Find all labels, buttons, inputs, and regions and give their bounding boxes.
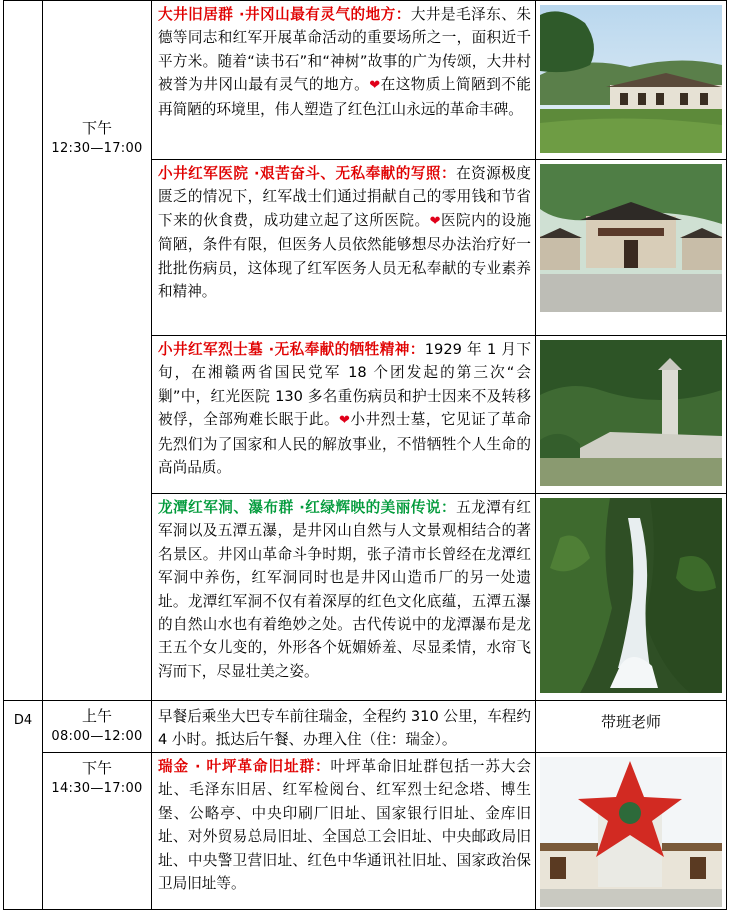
item-text: 五龙潭有红军洞以及五潭五瀑，是井冈山自然与人文景观相结合的著名景区。井冈山革命斗争时期，张子清市长曾经在龙潭红军洞中养伤，红军洞同时也是井冈山造币厂的另一处遗址。龙潭红军洞不仅有着深厚的红色文化底蕴，五潭五瀑的自然山水也有着绝妙之处。古代传说中的龙潭瀑布是龙王五个女儿变的，外形各个妩媚娇羞、尽显柔情，水帘飞泻而下，尽显壮美之姿。 (158, 499, 531, 680)
photo-longtan-waterfall (540, 498, 722, 693)
photo-yeping-red-star (540, 757, 722, 907)
time-label: 下午 (81, 119, 112, 137)
photo-xiaojing-hospital (540, 164, 722, 312)
item-title: 小井红军烈士墓 ·无私奉献的牺牲精神： (158, 341, 425, 358)
item-title: 龙潭红军洞、瀑布群 ·红绿辉映的美丽传说： (158, 499, 457, 516)
image-cell (536, 1, 727, 160)
item-text: 1929 年 1 月下旬，在湘赣两省国民党军 18 个团发起的第三次“会剿”中，红光医院 130 多名重伤病员和护士因来不及转移被俘，全部殉难长眠于此。 (158, 341, 531, 429)
time-label: 下午 (81, 759, 112, 777)
item-text: 在资源极度匮乏的情况下，红军战士们通过捐献自己的零用钱和节省下来的伙食费，成功建立起了这所医院。 (158, 165, 531, 229)
time-label: 上午 (81, 707, 112, 725)
item-title: 小井红军医院 ·艰苦奋斗、无私奉献的写照： (158, 165, 457, 182)
desc-cell (152, 160, 536, 336)
time-range: 14:30—17:00 (51, 781, 143, 796)
time-cell (43, 1, 152, 336)
item-text: 叶坪革命旧址群包括一苏大会址、毛泽东旧居、红军检阅台、红军烈士纪念塔、博生堡、公略亭、中央印刷厂旧址、国家银行旧址、金库旧址、对外贸易总局旧址、全国总工会旧址、中央邮政局旧址、中央警卫营旧址、红色中华通讯社旧址、国家政治保卫局旧址等。 (158, 758, 531, 893)
day-label: D4 (13, 713, 33, 728)
item-text: 小井烈士墓，它见证了革命先烈们为了国家和人民的解放事业，不惜牺牲个人生命的高尚品质。 (158, 411, 531, 477)
time-range: 12:30—17:00 (51, 141, 143, 156)
day-cell (4, 701, 43, 910)
item-title: 大井旧居群 ·井冈山最有灵气的地方： (158, 6, 411, 23)
image-cell (536, 336, 727, 494)
image-cell (536, 753, 727, 910)
time-range: 08:00—12:00 (51, 729, 143, 744)
table-row (4, 1, 727, 160)
photo-martyrs-cemetery (540, 340, 722, 486)
table-row (4, 701, 727, 753)
time-cell-empty (43, 336, 152, 701)
itinerary-table (3, 0, 727, 910)
guide-label: 带班老师 (600, 713, 661, 731)
item-text: 医院内的设施简陋，条件有限，但医务人员依然能够想尽办法治疗好一批批伤病员，这体现了红军医务人员无私奉献的专业素养和精神。 (158, 211, 531, 301)
time-cell (43, 753, 152, 910)
item-title: 瑞金 · 叶坪革命旧址群： (158, 758, 331, 775)
heart-icon: ❤ (429, 213, 441, 229)
heart-icon: ❤ (369, 78, 381, 94)
image-cell (536, 160, 727, 336)
item-text: 大井是毛泽东、朱德等同志和红军开展革命活动的重要场所之一，面积近千平方米。随着“读书石”和“神树”故事的广为传颂，大井村被誉为井冈山最有灵气的地方。 (158, 6, 531, 94)
time-cell (43, 701, 152, 753)
desc-cell (152, 1, 536, 160)
desc-cell (152, 494, 536, 701)
guide-cell (536, 701, 727, 753)
item-text: 早餐后乘坐大巴专车前往瑞金，全程约 310 公里，车程约 4 小时。抵达后午餐、办理入住（住：瑞金）。 (158, 708, 531, 749)
desc-cell (152, 753, 536, 910)
photo-dajing-old-residence (540, 5, 722, 153)
image-cell (536, 494, 727, 701)
table-row (4, 336, 727, 494)
day-cell-empty (4, 1, 43, 701)
table-row (4, 753, 727, 910)
heart-icon: ❤ (339, 413, 351, 429)
item-text: 在这物质上简陋到不能再简陋的环境里，伟人塑造了红色江山永远的革命丰碑。 (158, 76, 531, 118)
desc-cell (152, 701, 536, 753)
desc-cell (152, 336, 536, 494)
